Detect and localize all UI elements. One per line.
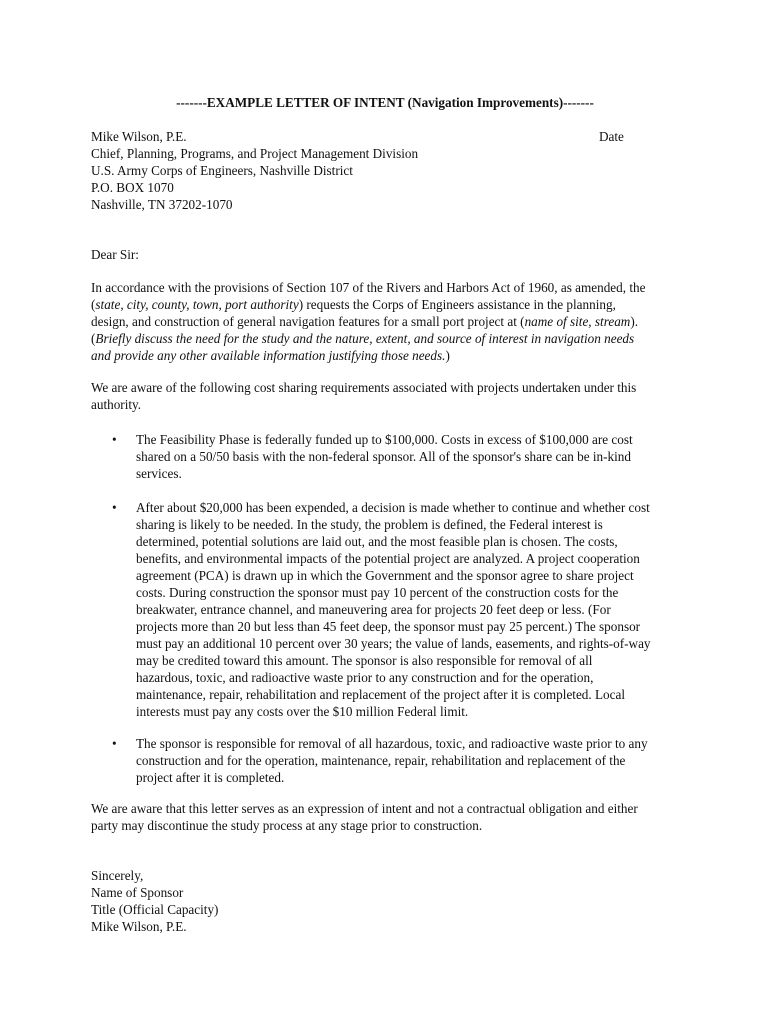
placeholder-discussion: Briefly discuss the need for the study and the nature, extent, and source of interest in navigation needs xyxy=(95,331,635,346)
list-item-line: projects more than 20 but less than 45 feet deep, the sponsor must pay 25 percent.) The sponsor xyxy=(136,619,641,634)
paren-open: ( xyxy=(91,297,96,312)
list-item-line: benefits, and environmental impacts of the potential project are analyzed. A project cooperation xyxy=(136,551,640,566)
paragraph-cost-sharing-line: authority. xyxy=(91,397,142,412)
list-item-study-process xyxy=(91,499,651,720)
list-item-line: The Feasibility Phase is federally funded up to $100,000. Costs in excess of $100,000 are cost xyxy=(136,432,633,447)
paragraph-intro-text: ) requests the Corps of Engineers assistance in the planning, xyxy=(298,297,616,312)
paragraph-cost-sharing xyxy=(91,379,691,413)
recipient-name: Mike Wilson, P.E. xyxy=(91,129,187,144)
list-item-line: maintenance, repair, rehabilitation and replacement of the project after it is completed. Local xyxy=(136,687,626,702)
paragraph-intro-text: design, and construction of general navigation features for a small port project at ( xyxy=(91,314,525,329)
placeholder-discussion: and provide any other available information justifying those needs. xyxy=(91,348,446,363)
list-item-line: project after it is completed. xyxy=(136,770,285,785)
recipient-po-box: P.O. BOX 1070 xyxy=(91,180,174,195)
paragraph-cost-sharing-line: We are aware of the following cost sharing requirements associated with projects undertaken under this xyxy=(91,380,637,395)
paragraph-intent-statement xyxy=(91,800,691,834)
paren-close: ) xyxy=(445,348,450,363)
paragraph-intro-line xyxy=(91,296,691,313)
list-item-line: determined, potential solutions are laid out, and the most feasible plan is chosen. The costs, xyxy=(136,534,618,549)
paragraph-intro-line xyxy=(91,313,691,330)
paragraph-intro-text: ). xyxy=(630,314,639,329)
salutation: Dear Sir: xyxy=(91,247,139,262)
paragraph-intent-line: party may discontinue the study process at any stage prior to construction. xyxy=(91,818,483,833)
list-item-line: After about $20,000 has been expended, a decision is made whether to continue and whether cost xyxy=(136,500,650,515)
recipient-position: Chief, Planning, Programs, and Project Management Division xyxy=(91,146,419,161)
placeholder-site-name: name of site, stream xyxy=(524,314,631,329)
paragraph-intro-line xyxy=(91,347,691,364)
sponsor-name: Name of Sponsor xyxy=(91,885,184,900)
paren-open: ( xyxy=(91,331,96,346)
recipient-city-state-zip: Nashville, TN 37202-1070 xyxy=(91,197,233,212)
paragraph-intro-line xyxy=(91,330,691,347)
list-item-line: sharing is likely to be needed. In the study, the problem is defined, the Federal interest is xyxy=(136,517,603,532)
bullet-icon: • xyxy=(112,500,117,515)
list-item-feasibility xyxy=(91,431,633,482)
placeholder-sponsor-type: state, city, county, town, port authority xyxy=(95,297,299,312)
list-item-line: The sponsor is responsible for removal of all hazardous, toxic, and radioactive waste prior to any xyxy=(136,736,648,751)
list-item-line: services. xyxy=(136,466,182,481)
sponsor-title: Title (Official Capacity) xyxy=(91,902,219,917)
letter-title: -------EXAMPLE LETTER OF INTENT (Navigation Improvements)------- xyxy=(176,95,594,110)
list-item-line: construction and for the operation, maintenance, repair, rehabilitation and replacement of the xyxy=(136,753,626,768)
paragraph-intro-line: In accordance with the provisions of Section 107 of the Rivers and Harbors Act of 1960, as amended, the xyxy=(91,280,646,295)
list-item-line: interests must pay any costs over the $10 million Federal limit. xyxy=(136,704,469,719)
list-item-line: breakwater, entrance channel, and maneuvering area for projects 20 feet deep or less. (For xyxy=(136,602,611,617)
cc-name: Mike Wilson, P.E. xyxy=(91,919,187,934)
paragraph-intent-line: We are aware that this letter serves as an expression of intent and not a contractual obligation and either xyxy=(91,801,638,816)
list-item-line: hazardous, toxic, and radioactive waste prior to any construction and for the operation, xyxy=(136,670,594,685)
valediction: Sincerely, xyxy=(91,868,144,883)
list-item-line: shared on a 50/50 basis with the non-federal sponsor. All of the sponsor's share can be in-kind xyxy=(136,449,631,464)
closing-block xyxy=(91,867,218,935)
bullet-icon: • xyxy=(112,432,117,447)
list-item-line: must pay an additional 10 percent over 30 years; the value of lands, easements, and rights-of-way xyxy=(136,636,651,651)
list-item-line: may be credited toward this amount. The sponsor is also responsible for removal of all xyxy=(136,653,593,668)
bullet-icon: • xyxy=(112,736,117,751)
recipient-organization: U.S. Army Corps of Engineers, Nashville District xyxy=(91,163,353,178)
date-label: Date xyxy=(599,129,624,144)
list-item-line: agreement (PCA) is drawn up in which the Government and the sponsor agree to share project xyxy=(136,568,634,583)
list-item-sponsor-responsibility xyxy=(91,735,648,786)
list-item-line: costs. During construction the sponsor must pay 10 percent of the construction costs for the xyxy=(136,585,619,600)
paragraph-intro xyxy=(91,279,691,364)
